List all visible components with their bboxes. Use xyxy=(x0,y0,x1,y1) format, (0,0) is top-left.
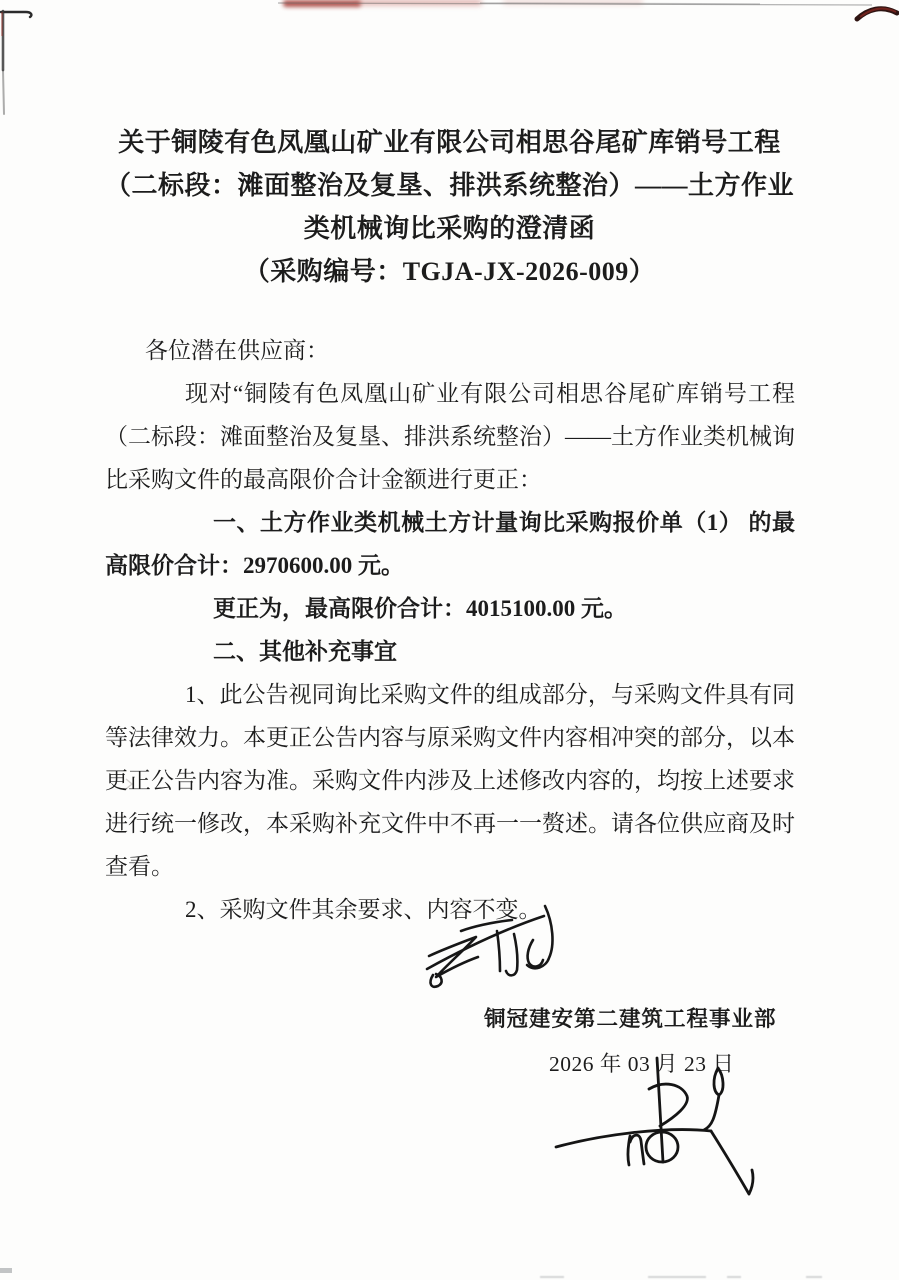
red-ink-smudge xyxy=(356,0,482,5)
title-line-procurement-number: （采购编号：TGJA-JX-2026-009） xyxy=(243,257,656,286)
scan-edge-mark xyxy=(806,1276,822,1278)
paragraph-corrected-price: 更正为，最高限价合计：4015100.00 元。 xyxy=(213,596,627,621)
signer-organization: 铜冠建安第二建筑工程事业部 xyxy=(484,1007,777,1031)
paragraph-item-2-heading: 二、其他补充事宜 xyxy=(213,639,397,664)
scan-edge-mark xyxy=(727,1276,741,1278)
sign-date: 2026 年 03 月 23 日 xyxy=(549,1052,735,1076)
paragraph-correction-intro: 现对“铜陵有色凤凰山矿业有限公司相思谷尾矿库销号工程（二标段：滩面整治及复垦、排洪系统整治）——土方作业类机械询比采购文件的最高限价合计金额进行更正： xyxy=(105,381,795,492)
red-ink-smudge xyxy=(283,0,361,7)
scan-edge-mark xyxy=(648,1276,706,1278)
page-edge-marks xyxy=(0,0,899,130)
red-ink-smudge xyxy=(503,0,643,4)
title-line-2: （二标段：滩面整治及复垦、排洪系统整治）——土方作业 xyxy=(104,171,794,200)
paragraph-item-1-original-price: 一、土方作业类机械土方计量询比采购报价单（1） 的最高限价合计：2970600.00 元。 xyxy=(105,510,795,578)
scan-edge-mark xyxy=(540,1276,564,1278)
scan-edge-mark xyxy=(0,1268,12,1273)
paragraph-supplement-1: 1、此公告视同询比采购文件的组成部分，与采购文件具有同等法律效力。本更正公告内容与原采购文件内容相冲突的部分，以本更正公告内容为准。采购文件内涉及上述修改内容的，均按上述要求进行统一修改，本采购补充文件中不再一一赘述。请各位供应商及时查看。 xyxy=(105,682,795,879)
paragraph-supplement-2: 2、采购文件其余要求、内容不变。 xyxy=(185,897,542,922)
salutation: 各位潜在供应商： xyxy=(145,338,329,363)
letter-body xyxy=(105,329,795,931)
title-line-1: 关于铜陵有色凤凰山矿业有限公司相思谷尾矿库销号工程 xyxy=(118,128,781,157)
document-title xyxy=(70,121,829,293)
title-line-3: 类机械询比采购的澄清函 xyxy=(303,214,596,243)
